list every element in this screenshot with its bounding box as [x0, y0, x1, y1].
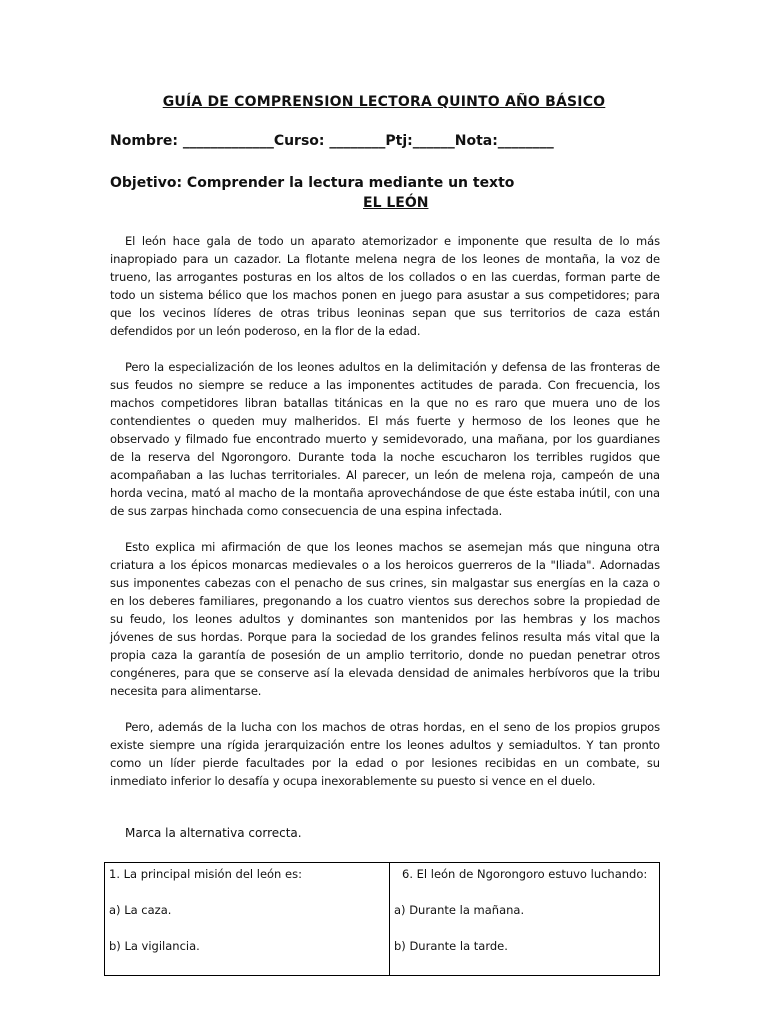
reading-title: EL LEÓN — [363, 195, 429, 211]
question-cell-1 — [105, 863, 390, 976]
question-1-option-b[interactable]: b) La vigilancia. — [109, 939, 200, 953]
paragraph-2: Pero la especialización de los leones adultos en la delimitación y defensa de las fronteras de sus feudos no siempre se reduce a las imponentes actitudes de parada. Con frecuencia, los machos competidores libran batallas titánicas en la que no es raro que muera uno de los contendientes o queden muy malheridos. El más fuerte y hermoso de los leones que he observado y filmado fue encontrado muerto y semidevorado, una mañana, por los guardianes de la reserva del Ngorongoro. Durante toda la noche escucharon los terribles rugidos que acompañaban a las luchas territoriales. Al parecer, un león de melena roja, campeón de una horda vecina, mató al macho de la montaña aprovechándose de que éste estaba inútil, con una de sus zarpas hinchada como consecuencia de una espina infectada. — [110, 360, 660, 518]
paragraph-1: El león hace gala de todo un aparato atemorizador e imponente que resulta de lo más inapropiado para un cazador. La flotante melena negra de los leones de montaña, la voz de trueno, las arrogantes posturas en los altos de los collados o en las cuerdas, forman parte de todo un sistema bélico que los machos ponen en juego para asustar a sus competidores; para que los vecinos líderes de otras tribus leoninas sepan que sus territorios de caza están defendidos por un león poderoso, en la flor de la edad. — [110, 234, 660, 338]
student-info-line: Nombre: _____________Curso: ________Ptj:______Nota:________ — [110, 133, 554, 149]
guide-title: GUÍA DE COMPRENSION LECTORA QUINTO AÑO BÁSICO — [162, 94, 606, 110]
question-6-option-b[interactable]: b) Durante la tarde. — [394, 939, 508, 953]
question-1-text: 1. La principal misión del león es: — [109, 867, 302, 881]
question-cell-6 — [390, 863, 660, 976]
question-6-option-a[interactable]: a) Durante la mañana. — [394, 903, 525, 917]
question-6-text: 6. El león de Ngorongoro estuvo luchando: — [402, 867, 648, 881]
instruction-text: Marca la alternativa correcta. — [125, 826, 302, 840]
paragraph-3: Esto explica mi afirmación de que los leones machos se asemejan más que ninguna otra criatura a los épicos monarcas medievales o a los heroicos guerreros de la "Iliada". Adornadas sus imponentes cabezas con el penacho de sus crines, sin malgastar sus energías en la caza o en los deberes familiares, pregonando a los cuatro vientos sus derechos sobre la propiedad de su feudo, los leones adultos y dominantes son mantenidos por las hembras y los machos jóvenes de sus hordas. Porque para la sociedad de los grandes felinos resulta más vital que la propia caza la garantía de posesión de un amplio territorio, donde no puedan penetrar otros congéneres, para que se conserve así la elevada densidad de animales herbívoros que la tribu necesita para alimentarse. — [110, 540, 660, 698]
question-1-option-a[interactable]: a) La caza. — [109, 903, 172, 917]
questions-table — [104, 862, 660, 976]
paragraph-4: Pero, además de la lucha con los machos de otras hordas, en el seno de los propios grupos existe siempre una rígida jerarquización entre los leones adultos y semiadultos. Y tan pronto como un líder pierde facultades por la edad o por lesiones recibidas en un combate, su inmediato inferior lo desafía y ocupa inexorablemente su puesto si vence en el duelo. — [110, 720, 660, 788]
objective-text: Objetivo: Comprender la lectura mediante un texto — [110, 175, 515, 191]
